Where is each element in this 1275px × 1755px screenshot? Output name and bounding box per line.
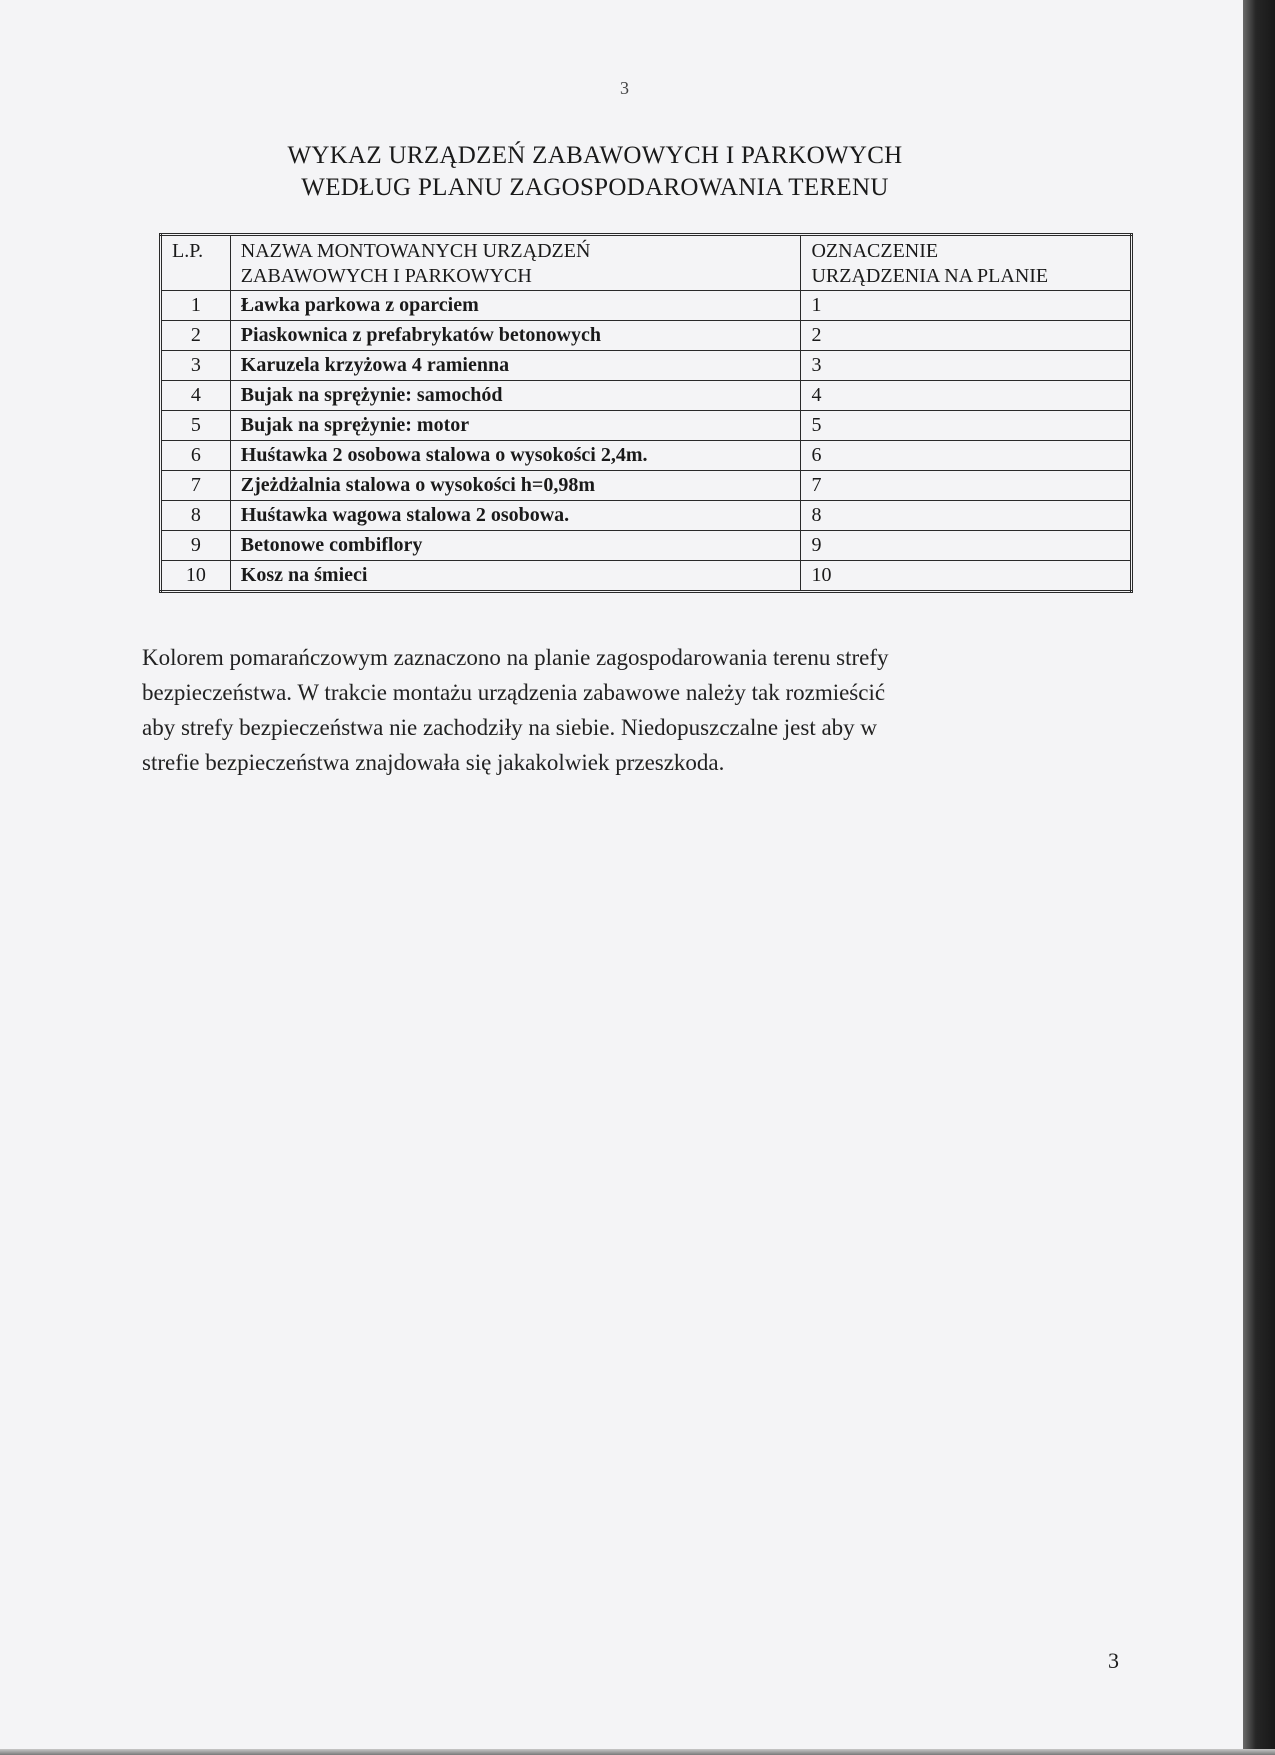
title-line-1: WYKAZ URZĄDZEŃ ZABAWOWYCH I PARKOWYCH (287, 142, 903, 169)
header-lp: L.P. (161, 235, 231, 291)
cell-plan-mark: 10 (801, 561, 1132, 592)
header-plan-mark-line-2: URZĄDZENIA NA PLANIE (811, 265, 1049, 287)
cell-lp: 8 (161, 501, 231, 531)
cell-device-name: Kosz na śmieci (230, 561, 801, 592)
cell-lp: 2 (161, 321, 231, 351)
table-row (161, 471, 1132, 501)
cell-plan-mark: 4 (801, 381, 1132, 411)
note-paragraph (142, 640, 1082, 780)
paragraph-line-3: aby strefy bezpieczeństwa nie zachodziły na siebie. Niedopuszczalne jest aby w (142, 715, 878, 740)
cell-lp: 10 (161, 561, 231, 592)
cell-plan-mark: 9 (801, 531, 1132, 561)
paragraph-line-2: bezpieczeństwa. W trakcie montażu urządzenia zabawowe należy tak rozmieścić (142, 680, 886, 705)
table-body (161, 291, 1132, 592)
scan-edge-shadow (1243, 0, 1275, 1755)
cell-device-name: Huśtawka wagowa stalowa 2 osobowa. (230, 501, 801, 531)
header-plan-mark (801, 235, 1132, 291)
page-number-bottom: 3 (1108, 1648, 1119, 1673)
cell-lp: 6 (161, 441, 231, 471)
cell-device-name: Ławka parkowa z oparciem (230, 291, 801, 321)
header-device-name (230, 235, 801, 291)
table-row (161, 501, 1132, 531)
cell-device-name: Piaskownica z prefabrykatów betonowych (230, 321, 801, 351)
document-title (150, 140, 1040, 204)
cell-plan-mark: 6 (801, 441, 1132, 471)
title-line-2: WEDŁUG PLANU ZAGOSPODAROWANIA TERENU (301, 174, 889, 201)
cell-lp: 9 (161, 531, 231, 561)
cell-plan-mark: 3 (801, 351, 1132, 381)
table-row (161, 531, 1132, 561)
devices-table-wrapper (159, 233, 1133, 593)
cell-device-name: Zjeżdżalnia stalowa o wysokości h=0,98m (230, 471, 801, 501)
table-row (161, 411, 1132, 441)
cell-device-name: Bujak na sprężynie: motor (230, 411, 801, 441)
cell-plan-mark: 8 (801, 501, 1132, 531)
cell-plan-mark: 7 (801, 471, 1132, 501)
scan-bottom-edge (0, 1749, 1275, 1755)
table-row (161, 291, 1132, 321)
cell-device-name: Huśtawka 2 osobowa stalowa o wysokości 2,4m. (230, 441, 801, 471)
cell-device-name: Bujak na sprężynie: samochód (230, 381, 801, 411)
cell-device-name: Karuzela krzyżowa 4 ramienna (230, 351, 801, 381)
cell-plan-mark: 2 (801, 321, 1132, 351)
cell-lp: 5 (161, 411, 231, 441)
paragraph-line-1: Kolorem pomarańczowym zaznaczono na planie zagospodarowania terenu strefy (142, 645, 889, 670)
table-header-row (161, 235, 1132, 291)
table-row (161, 381, 1132, 411)
table-row (161, 321, 1132, 351)
table-row (161, 561, 1132, 592)
header-device-name-line-1: NAZWA MONTOWANYCH URZĄDZEŃ (240, 240, 591, 262)
table-row (161, 351, 1132, 381)
paragraph-line-4: strefie bezpieczeństwa znajdowała się jakakolwiek przeszkoda. (142, 750, 725, 775)
header-device-name-line-2: ZABAWOWYCH I PARKOWYCH (240, 265, 532, 287)
devices-table (159, 233, 1133, 593)
cell-lp: 1 (161, 291, 231, 321)
header-plan-mark-line-1: OZNACZENIE (811, 240, 939, 262)
cell-plan-mark: 5 (801, 411, 1132, 441)
cell-lp: 7 (161, 471, 231, 501)
table-row (161, 441, 1132, 471)
cell-lp: 3 (161, 351, 231, 381)
cell-device-name: Betonowe combiflory (230, 531, 801, 561)
cell-plan-mark: 1 (801, 291, 1132, 321)
cell-lp: 4 (161, 381, 231, 411)
page-number-top: 3 (620, 78, 629, 98)
